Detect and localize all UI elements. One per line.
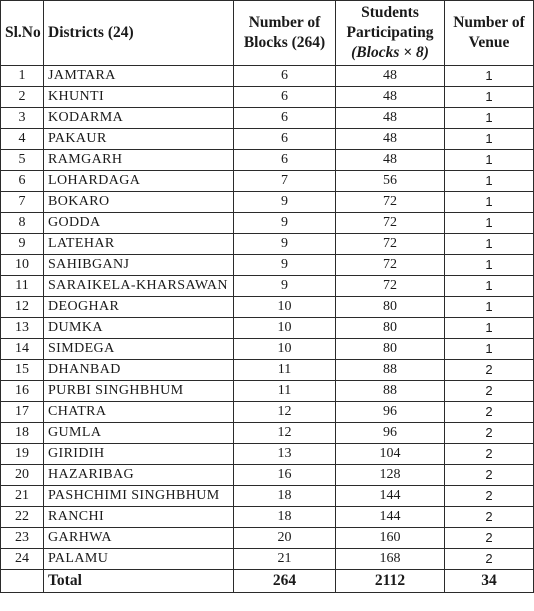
row-district-name: GUMLA [44,423,234,444]
row-blocks: 10 [234,297,336,318]
row-sl-no: 12 [1,297,44,318]
row-blocks: 12 [234,423,336,444]
row-venue-count: 1 [445,66,534,87]
row-venue-count: 1 [445,192,534,213]
row-students: 104 [336,444,445,465]
table-row [1,549,534,570]
row-students: 144 [336,507,445,528]
row-students: 48 [336,129,445,150]
row-blocks: 13 [234,444,336,465]
row-district-name: GODDA [44,213,234,234]
row-district-name: PURBI SINGHBHUM [44,381,234,402]
row-blocks: 21 [234,549,336,570]
table-row [1,213,534,234]
table-row [1,150,534,171]
row-district-name: SIMDEGA [44,339,234,360]
table-row [1,255,534,276]
total-blocks: 264 [234,570,336,593]
row-sl-no: 11 [1,276,44,297]
row-students: 96 [336,402,445,423]
row-venue-count: 1 [445,213,534,234]
row-blocks: 16 [234,465,336,486]
row-venue-count: 1 [445,255,534,276]
row-district-name: KODARMA [44,108,234,129]
table-row [1,87,534,108]
row-students: 80 [336,339,445,360]
row-venue-count: 2 [445,549,534,570]
row-students: 56 [336,171,445,192]
table-footer [1,570,534,593]
row-blocks: 10 [234,339,336,360]
row-students: 96 [336,423,445,444]
row-venue-count: 1 [445,234,534,255]
row-district-name: HAZARIBAG [44,465,234,486]
header-students-formula: (Blocks × 8) [351,44,429,61]
table-row [1,528,534,549]
header-row [1,1,534,66]
row-sl-no: 9 [1,234,44,255]
row-students: 72 [336,192,445,213]
table-row [1,444,534,465]
row-venue-count: 1 [445,318,534,339]
table-row [1,423,534,444]
row-district-name: PAKAUR [44,129,234,150]
row-students: 168 [336,549,445,570]
header-blocks: Number of Blocks (264) [234,1,336,66]
row-sl-no: 19 [1,444,44,465]
row-sl-no: 21 [1,486,44,507]
table-row [1,360,534,381]
row-sl-no: 7 [1,192,44,213]
row-district-name: LOHARDAGA [44,171,234,192]
row-venue-count: 1 [445,297,534,318]
row-blocks: 6 [234,150,336,171]
row-blocks: 6 [234,129,336,150]
table-row [1,276,534,297]
row-students: 160 [336,528,445,549]
row-blocks: 11 [234,381,336,402]
table-row [1,381,534,402]
row-students: 48 [336,108,445,129]
row-venue-count: 2 [445,486,534,507]
row-sl-no: 3 [1,108,44,129]
row-blocks: 6 [234,108,336,129]
row-sl-no: 10 [1,255,44,276]
table-row [1,66,534,87]
row-venue-count: 2 [445,423,534,444]
row-sl-no: 24 [1,549,44,570]
row-venue-count: 2 [445,381,534,402]
row-venue-count: 1 [445,129,534,150]
row-students: 88 [336,381,445,402]
total-students: 2112 [336,570,445,593]
table-row [1,171,534,192]
row-students: 144 [336,486,445,507]
row-venue-count: 1 [445,171,534,192]
row-students: 72 [336,276,445,297]
row-district-name: RAMGARH [44,150,234,171]
row-district-name: CHATRA [44,402,234,423]
row-students: 88 [336,360,445,381]
row-district-name: PASHCHIMI SINGHBHUM [44,486,234,507]
row-sl-no: 20 [1,465,44,486]
table-row [1,192,534,213]
total-row [1,570,534,593]
row-district-name: KHUNTI [44,87,234,108]
row-venue-count: 2 [445,507,534,528]
row-district-name: DUMKA [44,318,234,339]
row-district-name: SARAIKELA-KHARSAWAN [44,276,234,297]
row-blocks: 9 [234,192,336,213]
row-blocks: 9 [234,255,336,276]
row-district-name: SAHIBGANJ [44,255,234,276]
row-sl-no: 4 [1,129,44,150]
total-label: Total [44,570,234,593]
row-students: 48 [336,87,445,108]
table-row [1,339,534,360]
row-venue-count: 1 [445,339,534,360]
row-sl-no: 6 [1,171,44,192]
table-row [1,297,534,318]
row-students: 80 [336,297,445,318]
row-venue-count: 2 [445,528,534,549]
row-students: 48 [336,150,445,171]
table-body [1,66,534,570]
table-row [1,234,534,255]
header-sl-no: Sl.No [1,1,44,66]
row-students: 80 [336,318,445,339]
row-blocks: 7 [234,171,336,192]
table-row [1,486,534,507]
row-students: 72 [336,255,445,276]
row-sl-no: 14 [1,339,44,360]
row-blocks: 9 [234,213,336,234]
row-blocks: 6 [234,66,336,87]
row-district-name: RANCHI [44,507,234,528]
row-blocks: 18 [234,507,336,528]
row-students: 48 [336,66,445,87]
row-students: 72 [336,213,445,234]
row-sl-no: 5 [1,150,44,171]
row-district-name: DEOGHAR [44,297,234,318]
table-row [1,108,534,129]
total-venue: 34 [445,570,534,593]
row-venue-count: 2 [445,465,534,486]
row-sl-no: 2 [1,87,44,108]
row-blocks: 9 [234,234,336,255]
row-blocks: 20 [234,528,336,549]
row-sl-no: 15 [1,360,44,381]
row-sl-no: 23 [1,528,44,549]
row-sl-no: 22 [1,507,44,528]
row-district-name: BOKARO [44,192,234,213]
table-row [1,507,534,528]
row-venue-count: 2 [445,360,534,381]
row-blocks: 18 [234,486,336,507]
total-sl-cell [1,570,44,593]
row-sl-no: 17 [1,402,44,423]
row-venue-count: 2 [445,444,534,465]
row-blocks: 10 [234,318,336,339]
header-venue: Number of Venue [445,1,534,66]
row-students: 72 [336,234,445,255]
row-district-name: JAMTARA [44,66,234,87]
header-students [336,1,445,66]
row-blocks: 11 [234,360,336,381]
row-district-name: LATEHAR [44,234,234,255]
row-sl-no: 8 [1,213,44,234]
row-sl-no: 16 [1,381,44,402]
row-venue-count: 1 [445,108,534,129]
row-blocks: 12 [234,402,336,423]
header-districts: Districts (24) [44,1,234,66]
row-district-name: PALAMU [44,549,234,570]
table-row [1,465,534,486]
row-district-name: DHANBAD [44,360,234,381]
row-blocks: 6 [234,87,336,108]
row-venue-count: 2 [445,402,534,423]
table-row [1,129,534,150]
header-students-label: Students Participating [346,4,434,41]
row-venue-count: 1 [445,87,534,108]
row-blocks: 9 [234,276,336,297]
row-venue-count: 1 [445,150,534,171]
row-venue-count: 1 [445,276,534,297]
table-header [1,1,534,66]
table-row [1,402,534,423]
table-row [1,318,534,339]
row-sl-no: 1 [1,66,44,87]
row-sl-no: 13 [1,318,44,339]
row-sl-no: 18 [1,423,44,444]
row-students: 128 [336,465,445,486]
row-district-name: GARHWA [44,528,234,549]
row-district-name: GIRIDIH [44,444,234,465]
